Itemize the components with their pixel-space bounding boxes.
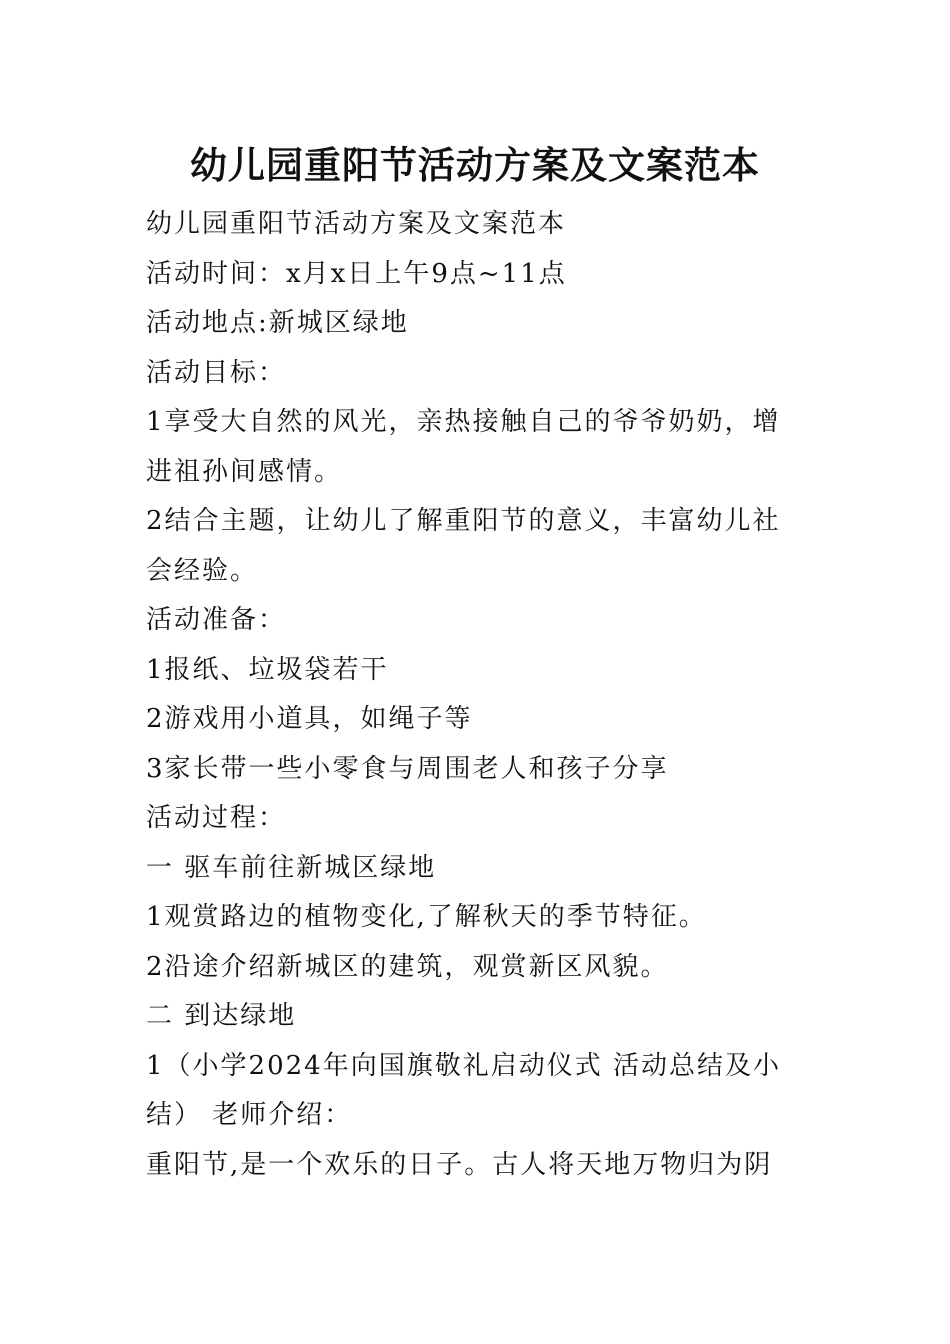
text-line: 幼儿园重阳节活动方案及文案范本 (146, 209, 567, 239)
text-line: 活动过程： (146, 803, 287, 833)
text-line: 1观赏路边的植物变化,了解秋天的季节特征。 (146, 902, 707, 932)
text-line: 活动目标： (146, 357, 287, 388)
text-line: 3家长带一些小零食与周围老人和孩子分享 (146, 753, 669, 784)
text-line: 1报纸、垃圾袋若干 (146, 654, 389, 685)
text-line: 1（小学2024年向国旗敬礼启动仪式 活动总结及小 (146, 1050, 781, 1081)
text-line: 重阳节,是一个欢乐的日子。古人将天地万物归为阴 (146, 1149, 773, 1180)
text-line: 2结合主题，让幼儿了解重阳节的意义，丰富幼儿社 (146, 506, 781, 536)
text-line: 1享受大自然的风光，亲热接触自己的爷爷奶奶，增 (146, 407, 781, 437)
text-line: 2沿途介绍新城区的建筑，观赏新区风貌。 (146, 951, 669, 982)
text-line: 一 驱车前往新城区绿地 (146, 852, 437, 883)
text-line: 进祖孙间感情。 (146, 456, 343, 487)
document-title: 幼儿园重阳节活动方案及文案范本 (190, 143, 760, 187)
text-line: 结） 老师介绍： (146, 1100, 353, 1130)
text-line: 会经验。 (146, 555, 259, 586)
text-line: 活动地点:新城区绿地 (146, 308, 409, 338)
text-line: 二 到达绿地 (146, 1001, 297, 1031)
text-line: 活动时间：x月x日上午9点~11点 (146, 258, 567, 289)
text-line: 2游戏用小道具，如绳子等 (146, 704, 473, 734)
document-body (146, 200, 811, 1190)
text-line: 活动准备： (146, 605, 287, 635)
